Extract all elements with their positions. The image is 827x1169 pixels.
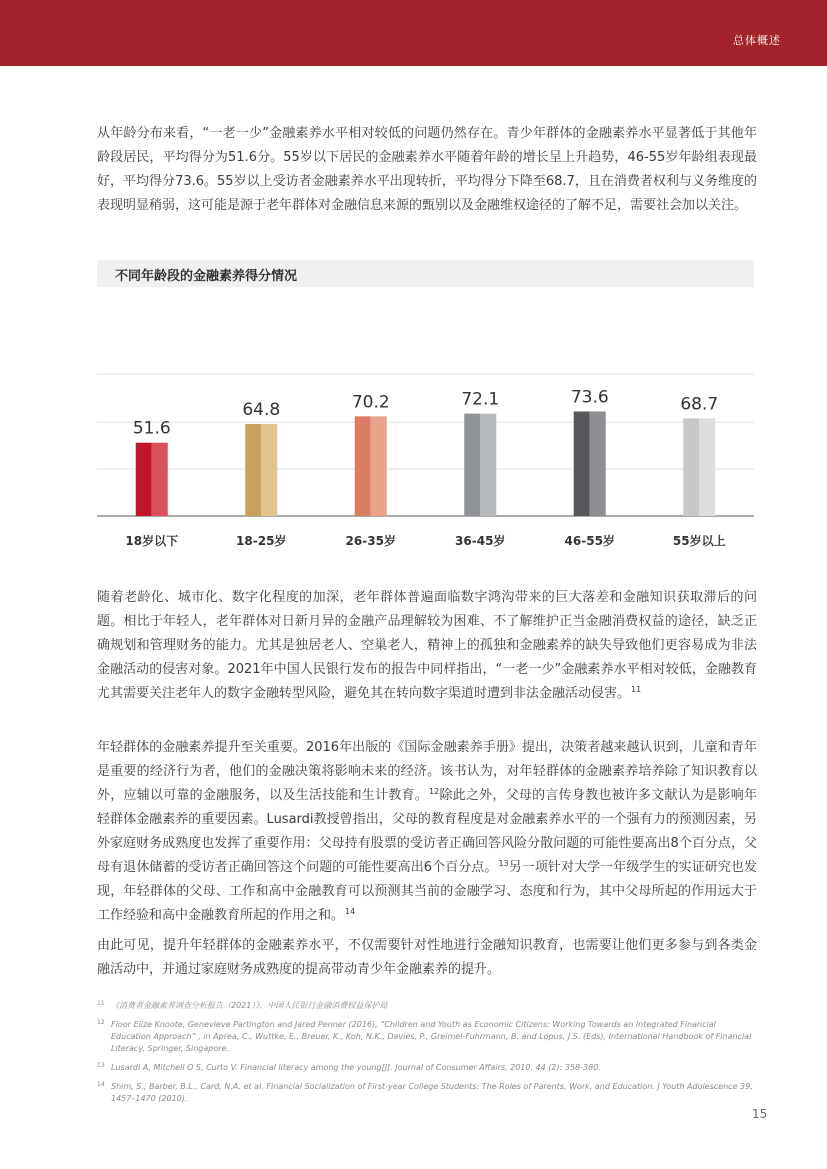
- data-label-0: 51.6: [132, 418, 171, 439]
- category-label-0: 18岁以下: [125, 534, 179, 548]
- category-label-2: 26-35岁: [345, 534, 396, 548]
- footnote-text: Floor Elize Knoote, Genevieve Partington and Jared Penner (2016), “Children and Youth as Economic Citizens: Working Towards an Integrated Financial Education Approach” , in Aprea, C., Wuttke, E., Breuer, K., Koh, N.K., Davies, P., Greimel-Fuhrmann, B. and Lopus, J.S. (Eds), International Handbook of Financial Literacy, Springer, Singapore.: [111, 1020, 752, 1053]
- category-label-4: 46-55岁: [564, 534, 615, 548]
- chart-title: 不同年龄段的金融素养得分情况: [115, 269, 298, 284]
- footnote-14: [97, 1081, 757, 1105]
- footnote-text: Shim, S., Barber, B.L., Card, N.A. et al. Financial Socialization of First-year College Students: The Roles of Parents, Work, and Education. J Youth Adolescence 39, 1457–1470 (2010).: [111, 1082, 753, 1103]
- footnote-12: [97, 1019, 757, 1055]
- paragraph-youth-text-b: 除此之外，父母的言传身教也被许多文献认为是影响年轻群体金融素养的重要因素。Lusardi教授曾指出，父母的教育程度是对金融素养水平的一个强有力的预测因素，另外家庭财务成熟度也发挥了重要作用：父母持有股票的受访者正确回答风险分散问题的可能性要高出8个百分点，父母有退休储蓄的受访者正确回答这个问题的可能性要高出6个百分点。: [97, 788, 757, 875]
- paragraph-elderly-text: 随着老龄化、城市化、数字化程度的加深，老年群体普遍面临数字鸿沟带来的巨大落差和金融知识获取滞后的问题。相比于年轻人，老年群体对日新月异的金融产品理解较为困难、不了解维护正当金融消费权益的途径，缺乏正确规划和管理财务的能力。尤其是独居老人、空巢老人，精神上的孤独和金融素养的缺失导致他们更容易成为非法金融活动的侵害对象。2021年中国人民银行发布的报告中同样指出，“一老一少”金融素养水平相对较低，金融教育尤其需要关注老年人的数字金融转型风险，避免其在转向数字渠道时遭到非法金融活动侵害。: [97, 590, 757, 701]
- footnote-ref-13: 13: [498, 858, 509, 868]
- paragraph-conclusion: 由此可见，提升年轻群体的金融素养水平，不仅需要针对性地进行金融知识教育，也需要让他们更多参与到各类金融活动中，并通过家庭财务成熟度的提高带动青少年金融素养的提升。: [97, 938, 757, 977]
- footnote-13: [97, 1062, 757, 1074]
- paragraph-age-distribution: 从年龄分布来看，“一老一少”金融素养水平相对较低的问题仍然存在。青少年群体的金融素养水平显著低于其他年龄段居民，平均得分为51.6分。55岁以下居民的金融素养水平随着年龄的增长呈上升趋势，46-55岁年龄组表现最好，平均得分73.6。55岁以上受访者金融素养水平出现转折，平均得分下降至68.7，且在消费者权利与义务维度的表现明显稍弱，这可能是源于老年群体对金融信息来源的甄别以及金融维权途径的了解不足，需要社会加以关注。: [97, 126, 757, 213]
- bar-highlight-5: [699, 418, 715, 516]
- age-score-bar-chart: [97, 300, 754, 555]
- paragraph-youth-text-c: 另一项针对大学一年级学生的实证研究也发现，年轻群体的父母、工作和高中金融教育可以预测其当前的金融学习、态度和行为，其中父母所起的作用远大于工作经验和高中金融教育所起的作用之和。: [97, 860, 757, 923]
- bar-highlight-2: [371, 416, 387, 516]
- page-number: 15: [752, 1107, 768, 1121]
- paragraph-youth: [97, 736, 757, 928]
- bar-0: [136, 443, 152, 516]
- footnote-number: 14: [97, 1081, 105, 1088]
- bar-2: [355, 416, 371, 516]
- footnote-number: 11: [97, 1000, 105, 1007]
- category-label-3: 36-45岁: [455, 534, 506, 548]
- footnote-text: 《消费者金融素养调查分析报告（2021）》，中国人民银行金融消费权益保护局: [111, 1001, 388, 1010]
- footnote-11: [97, 1000, 757, 1012]
- data-label-5: 68.7: [680, 394, 719, 415]
- footnotes: [97, 1000, 757, 1112]
- chart-title-bar: [97, 260, 754, 287]
- footnote-text: Lusardi A, Mitchell O S, Curto V. Financial literacy among the young[J]. Journal of Consumer Affairs, 2010, 44 (2): 358-380.: [111, 1063, 601, 1072]
- category-label-1: 18-25岁: [236, 534, 287, 548]
- paragraph-youth-text-a: 年轻群体的金融素养提升至关重要。2016年出版的《国际金融素养手册》提出，决策者越来越认识到，儿童和青年是重要的经济行为者，他们的金融决策将影响未来的经济。该书认为，对年轻群体的金融素养培养除了知识教育以外，应辅以可靠的金融服务，以及生活技能和生计教育。: [97, 740, 757, 803]
- data-label-2: 70.2: [351, 392, 390, 413]
- footnote-ref-12: 12: [429, 786, 440, 796]
- data-label-3: 72.1: [461, 389, 500, 410]
- bar-1: [245, 424, 261, 516]
- paragraph-elderly: [97, 586, 757, 706]
- header-bar: [0, 0, 827, 66]
- data-label-1: 64.8: [242, 399, 281, 420]
- bar-3: [464, 414, 480, 516]
- bar-5: [683, 418, 699, 516]
- footnote-ref-14: 14: [345, 906, 356, 916]
- bar-highlight-4: [590, 411, 606, 516]
- footnote-number: 13: [97, 1062, 105, 1069]
- footnote-ref-11: 11: [631, 684, 642, 694]
- bar-highlight-0: [152, 443, 168, 516]
- section-label: 总体概述: [733, 34, 781, 47]
- data-label-4: 73.6: [570, 387, 609, 408]
- category-label-5: 55岁以上: [672, 534, 726, 548]
- bar-highlight-1: [261, 424, 277, 516]
- bar-highlight-3: [480, 414, 496, 516]
- bar-4: [574, 411, 590, 516]
- footnote-number: 12: [97, 1019, 105, 1026]
